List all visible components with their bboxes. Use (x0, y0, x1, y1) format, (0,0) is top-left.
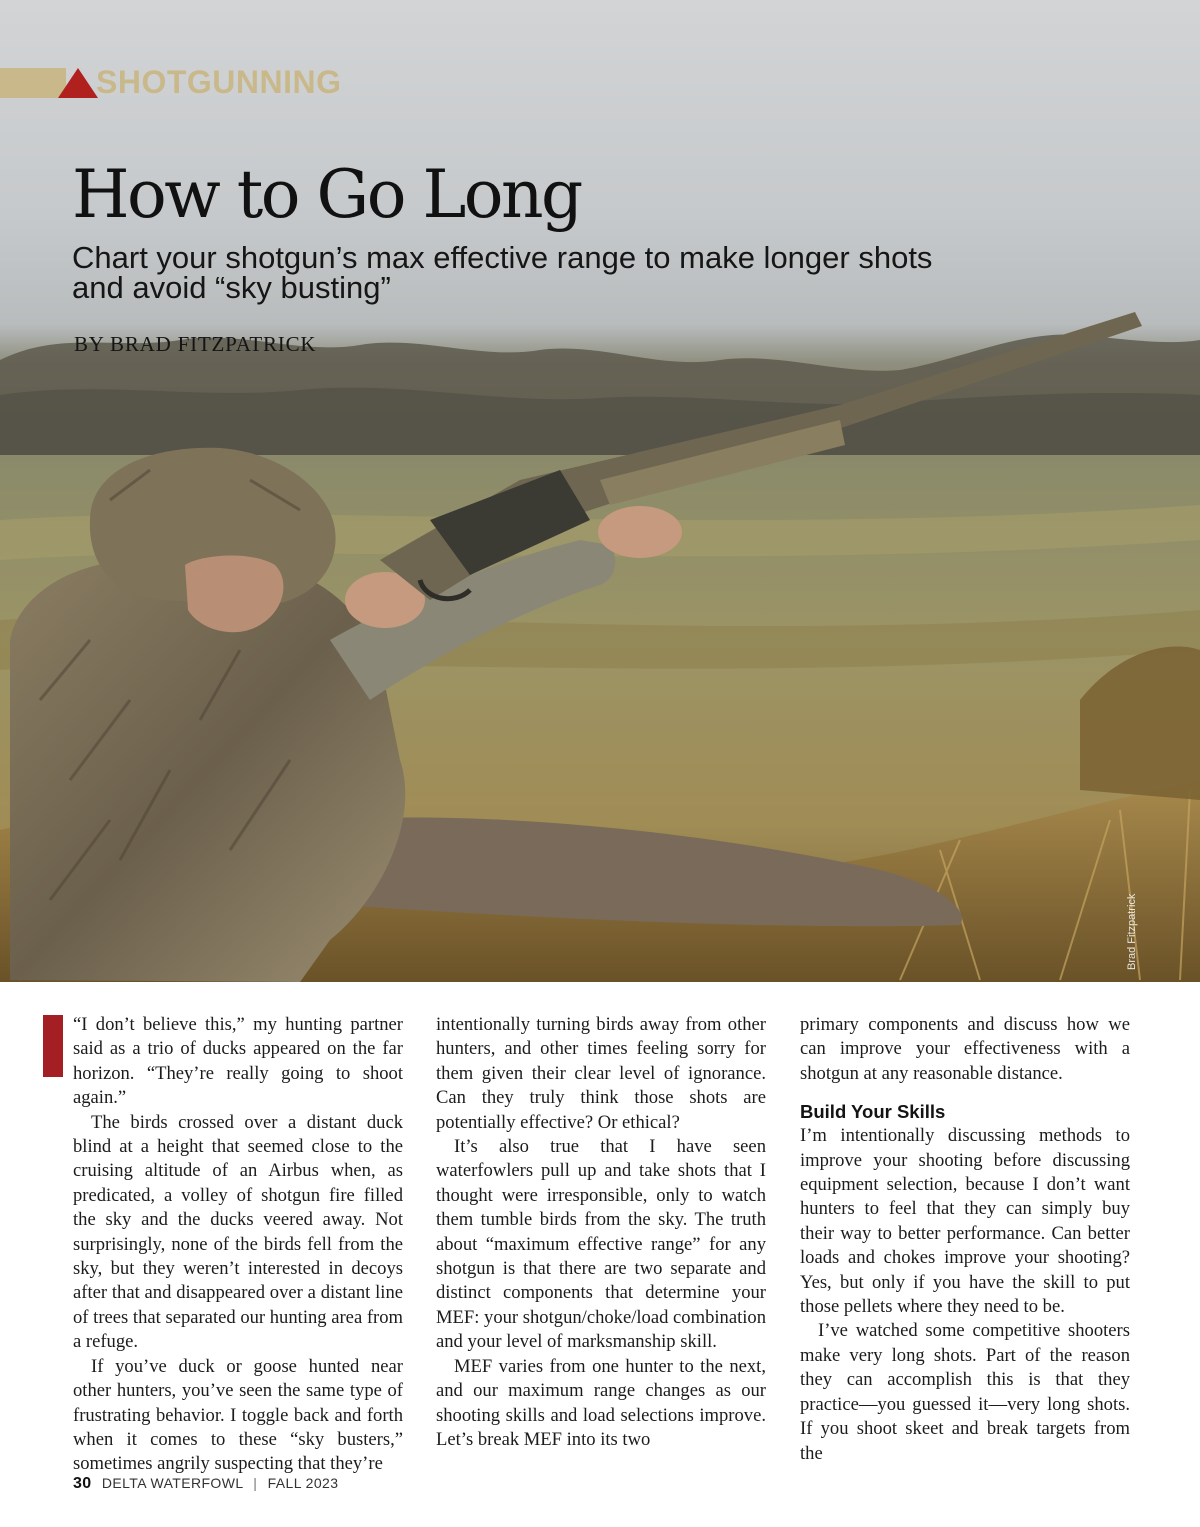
body-column-3 (800, 1013, 1130, 1466)
magazine-name: DELTA WATERFOWL (101, 1475, 243, 1491)
issue-date: FALL 2023 (267, 1475, 339, 1491)
paragraph: I’m intentionally discussing methods to improve your shooting before discussing equipment selection, because I don’t want hunters to feel that they can simply buy their way to better performance. Can better loads and chokes improve your shooting? Yes, but only if you have the skill to put those pellets where they need to be. (800, 1125, 1130, 1318)
paragraph: It’s also true that I have seen waterfowlers pull up and take shots that I thought were irresponsible, only to watch them tumble birds from the sky. The truth about “maximum effective range” for any shotgun is that there are two separate and distinct components that determine your MEF: your shotgun/choke/load combination and your level of marksmanship skill. (436, 1136, 767, 1353)
paragraph: primary components and discuss how we can improve your effectiveness with a shotgun at any reasonable distance. (800, 1014, 1130, 1084)
hand-fore (598, 506, 682, 558)
paragraph: I’ve watched some competitive shooters make very long shots. Part of the reason they can accomplish this is that they practice—you guessed it—very long shots. If you shoot skeet and break targets from the (800, 1320, 1130, 1464)
article-deck: Chart your shotgun’s max effective range to make longer shots and avoid “sky busting” (72, 240, 933, 305)
page-footer (73, 1475, 338, 1493)
paragraph: The birds crossed over a distant duck blind at a height that seemed close to the cruising altitude of an Airbus when, as predicated, a volley of shotgun fire filled the sky and the ducks veered away. Not surprisingly, none of the birds fell from the sky, but they weren’t interested in decoys after that and disappeared over a distant line of trees that separated our hunting area from a refuge. (73, 1111, 403, 1353)
section-kicker: SHOTGUNNING (96, 64, 342, 100)
section-subhead: Build Your Skills (800, 1101, 946, 1123)
body-column-2 (436, 1013, 766, 1452)
kicker-triangle-icon (58, 68, 98, 98)
footer-separator: | (253, 1475, 258, 1491)
body-column-1 (73, 1013, 403, 1477)
paragraph: intentionally turning birds away from other hunters, and other times feeling sorry for them given their clear level of ignorance. Can they truly think those shots are potentially effective? Or ethical? (436, 1014, 766, 1133)
page-number: 30 (73, 1475, 92, 1492)
paragraph: MEF varies from one hunter to the next, and our maximum range changes as our shooting skills and load selections improve. Let’s break MEF into its two (436, 1355, 766, 1450)
kicker-bar (0, 68, 66, 98)
paragraph: “I don’t believe this,” my hunting partner said as a trio of ducks appeared on the far horizon. “They’re really going to shoot again.” (73, 1014, 403, 1109)
article-headline: How to Go Long (72, 156, 581, 233)
paragraph: If you’ve duck or goose hunted near other hunters, you’ve seen the same type of frustrating behavior. I toggle back and forth when it comes to these “sky busters,” sometimes angrily suspecting that they’re (73, 1355, 403, 1475)
drop-cap-bar (43, 1015, 63, 1077)
article-byline: BY BRAD FITZPATRICK (74, 332, 317, 356)
photo-credit: Brad Fitzpatrick (1126, 893, 1138, 970)
